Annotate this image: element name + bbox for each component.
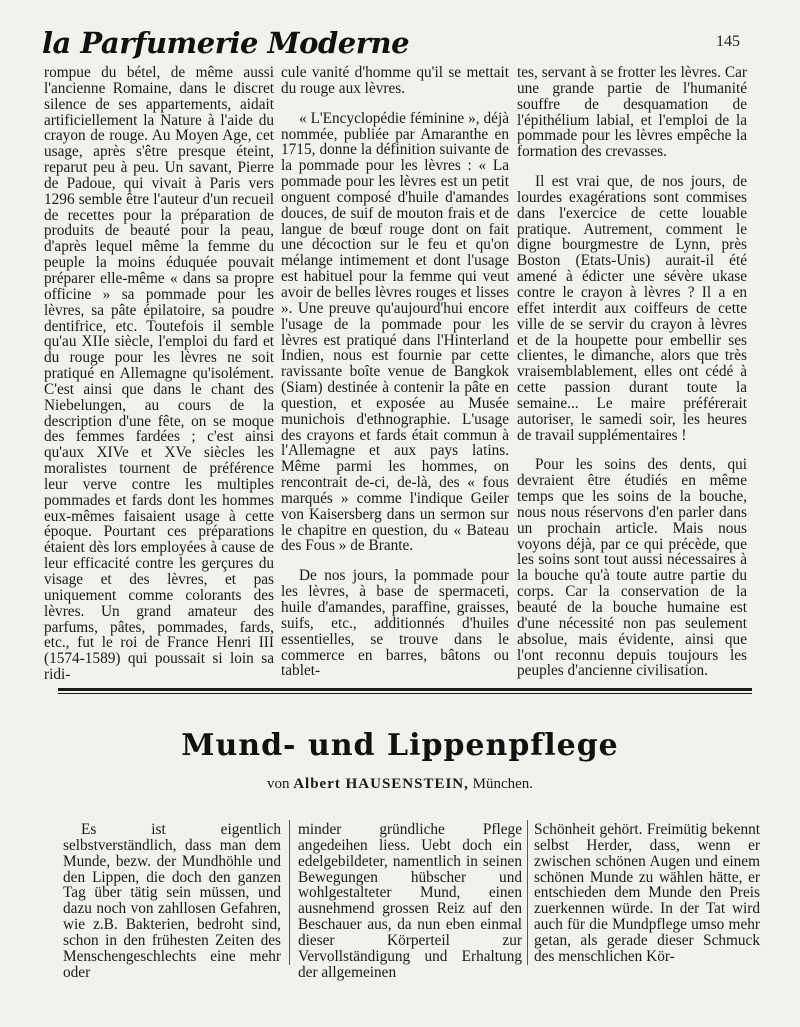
article-headline: Mund- und Lippenpflege <box>181 728 619 763</box>
french-column-1 <box>44 65 274 683</box>
paragraph: rompue du bétel, de même aussi l'ancienne Romaine, dans le discret silence de ses appartements, aidait artificiellement la Nature à l'aide du crayon de rouge. Au Moyen Age, cet usage, après s'être presque éteint, reparut peu à peu. Un savant, Pierre de Padoue, qui vivait à Paris vers 1296 semble être l'auteur d'un recueil de recettes pour la préparation de produits de beauté pour la peau, d'après lequel même la femme du peuple la moins éduquée pouvait préparer elle-même « dans sa propre officine » sa pommade pour les lèvres, sa pâte épilatoire, sa poudre dentifrice, etc. Toutefois il semble qu'au XIIe siècle, l'emploi du fard et du rouge pour les lèvres ne soit pratiqué en Allemagne qu'isolément. C'est ainsi que dans le chant des Niebelungen, au cours de la description d'une fête, on se moque des femmes fardées ; c'est ainsi qu'aux XIVe et XVe siècles les moralistes tournent de préférence leur verve contre les multiples pommades et fards dont les hommes eux-mêmes faisaient usage à cette époque. Pourtant ces préparations étaient dès lors employées à cause de leur efficacité contre les gerçures du visage et des lèvres, et pas uniquement comme colorants des lèvres. Un grand amateur des parfums, pâtes, pommades, fards, etc., fut le roi de France Henri III (1574-1589) qui poussait si loin sa ridi- <box>44 64 274 684</box>
paragraph: cule vanité d'homme qu'il se mettait du rouge aux lèvres. <box>281 64 509 97</box>
paragraph: « L'Encyclopédie féminine », déjà nommée, publiée par Amaranthe en 1715, donne la définition suivante de la pommade pour les lèvres : « La pommade pour les lèvres est un petit onguent composé d'huile d'amandes douces, de suif de mouton frais et de langue de bœuf rouge dont on fait une décoction sur le feu et qu'on mélange intimement et dont l'usage est habituel pour la femme qui veut avoir de belles lèvres rouges et lisses ». Une preuve qu'aujourd'hui encore l'usage de la pommade pour les lèvres est pratiqué dans l'Hinterland Indien, nous est fournie par cette ravissante boîte venue de Bangkok (Siam) destinée à contenir la pâte en question, et exposée au Musée munichois d'ethnographie. L'usage des crayons et fards était commun à l'Allemagne et aux pays latins. Même parmi les hommes, on rencontrait de-ci, de-là, des « fous marqués » comme l'indique Geiler von Kaisersberg dans un sermon sur le chapitre en question, du « Bateau des Fous » de Brante. <box>281 109 509 555</box>
german-column-3: Schönheit gehört. Freimütig bekennt selbst Herder, dass, wenn er zwischen schönen Augen und einem schönen Munde zu wählen hätte, er entschieden dem Munde den Preis zuerkennen würde. In der Tat wird auch für die Mundpflege umso mehr getan, als gerade dieser Schmuck des menschlichen Kör- <box>534 821 760 965</box>
byline <box>0 776 800 793</box>
paragraph: Il est vrai que, de nos jours, de lourdes exagérations sont commises dans l'exercice de cette louable pratique. Autrement, comment le digne bourgmestre de Lynn, près Boston (Etats-Unis) aurait-il été amené à édicter une sévère ukase contre le crayon à lèvres ? Il a en effet interdit aux coiffeurs de cette ville de se servir du crayon à lèvres et de la houpette pour embellir ses clientes, le dimanche, alors que très vraisemblablement, elles ont cédé à cette passion durant toute la semaine... Le maire préférerait autoriser, le samedi soir, les heures de travail supplémentaires ! <box>517 173 747 444</box>
paragraph: tes, servant à se frotter les lèvres. Car une grande partie de l'humanité souffre de desquamation de l'épithélium labial, et l'emploi de la pommade pour les lèvres empêche la formation des crevasses. <box>517 64 747 161</box>
author-city: München. <box>472 776 534 792</box>
german-column-1: Es ist eigentlich selbstverständlich, dass man dem Munde, bezw. der Mundhöhle und den Lippen, die doch den ganzen Tag über tätig sein müssen, und dazu noch von zahllosen Gefahren, wie z.B. Bakterien, bedroht sind, schon in den frühesten Zeiten des Menschengeschlechts eine mehr oder <box>63 821 281 981</box>
section-divider <box>58 688 752 694</box>
author-name: Albert HAUSENSTEIN, <box>293 776 469 792</box>
column-rule <box>527 820 528 965</box>
french-column-2 <box>281 65 509 679</box>
masthead-title: la Parfumerie Moderne <box>42 26 410 60</box>
page-number: 145 <box>716 33 740 50</box>
paragraph: Pour les soins des dents, qui devraient être étudiés en même temps que les soins de la bouche, nous nous réservons d'en parler dans un prochain article. Mais nous voyons déjà, par ce qui précède, que les soins sont tout aussi nécessaires à la bouche qu'à toute autre partie du corps. Car la conservation de la beauté de la bouche humaine est d'une nécessité non pas seulement absolue, mais évidente, ainsi que l'ont reconnu depuis toujours les peuples d'ancienne civilisation. <box>517 456 747 680</box>
byline-prefix: von <box>266 776 290 792</box>
french-column-3 <box>517 65 747 679</box>
paragraph: De nos jours, la pommade pour les lèvres, à base de spermaceti, huile d'amandes, paraffine, graisses, suifs, etc., additionnés d'huiles essentielles, se trouve dans le commerce en barres, bâtons ou tablet- <box>281 567 509 680</box>
column-rule <box>289 820 290 965</box>
german-column-2: minder gründliche Pflege angedeihen liess. Uebt doch ein edelgebildeter, namentlich in seinen Bewegungen hübscher und wohlgestalteter Mund, einen ausnehmend grossen Reiz auf den Beschauer aus, da nun eben einmal dieser Körperteil zur Vervollständigung und Erhaltung der allgemeinen <box>298 821 522 981</box>
